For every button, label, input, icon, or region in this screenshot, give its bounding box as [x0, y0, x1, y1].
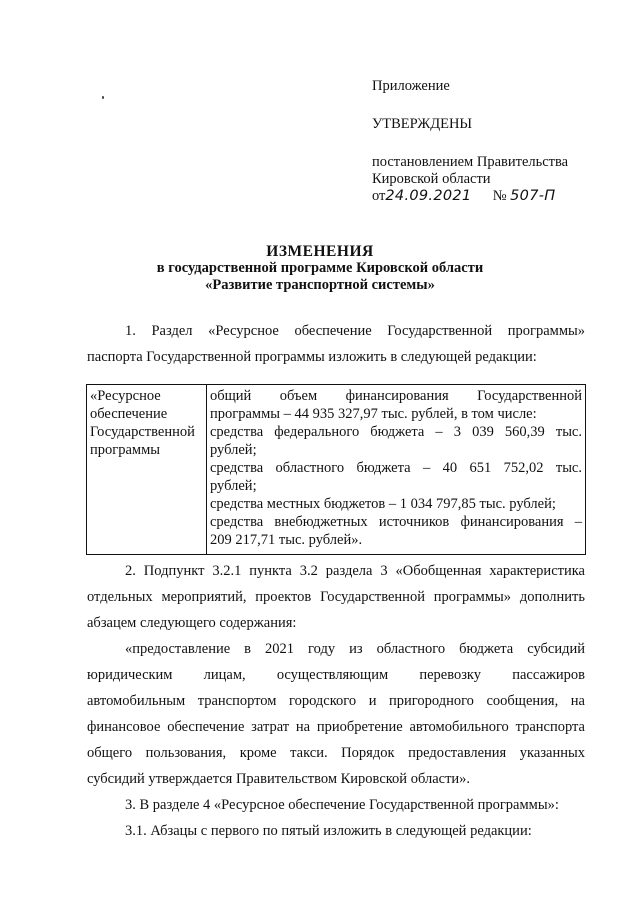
quote-line-6: субсидий утверждается Правительством Кировской области».: [87, 771, 471, 787]
quote-line-4: финансовое обеспечение затрат на приобретение автомобильного транспорта: [87, 719, 585, 735]
item-3-1-line-1: 3.1. Абзацы с первого по пятый изложить в следующей редакции:: [125, 823, 532, 839]
label-line-1: «Ресурсное: [90, 388, 161, 404]
value-line-7: средства местных бюджетов – 1 034 797,85 тыс. рублей;: [210, 496, 556, 512]
value-line-9: 209 217,71 тыс. рублей».: [210, 532, 363, 548]
value-line-2: программы – 44 935 327,97 тыс. рублей, в том числе:: [210, 406, 537, 422]
resolution-line-2: Кировской области: [372, 171, 491, 187]
table-row: [87, 385, 586, 555]
value-line-5: средства областного бюджета – 40 651 752,02 тыс.: [210, 460, 582, 476]
value-line-4: рублей;: [210, 442, 257, 458]
value-line-1: общий объем финансирования Государственной: [210, 388, 582, 404]
item-3-paragraph: [87, 792, 585, 818]
quote-line-5: общего пользования, кроме такси. Порядок предоставления указанных: [87, 745, 585, 761]
value-line-3: средства федерального бюджета – 3 039 560,39 тыс.: [210, 424, 582, 440]
approved-label: УТВЕРЖДЕНЫ: [372, 116, 473, 132]
number-prefix: №: [492, 188, 507, 204]
item-3-line-1: 3. В разделе 4 «Ресурсное обеспечение Государственной программы»:: [125, 797, 559, 813]
date-number-line: [372, 188, 612, 205]
appendix-label: Приложение: [372, 78, 450, 94]
item-3-1-paragraph: [87, 818, 585, 844]
approval-block: [372, 78, 612, 205]
quote-line-3: автомобильным транспортом городского и пригородного сообщения, на: [87, 693, 585, 709]
resource-table: [86, 384, 586, 555]
item-2-line-1: 2. Подпункт 3.2.1 пункта 3.2 раздела 3 «Обобщенная характеристика: [125, 563, 585, 579]
quote-line-1: «предоставление в 2021 году из областного бюджета субсидий: [125, 641, 585, 657]
item-1-paragraph: [87, 318, 585, 370]
item-1-line-1: 1. Раздел «Ресурсное обеспечение Государственной программы»: [125, 323, 585, 339]
label-line-2: обеспечение: [90, 406, 168, 422]
label-line-3: Государственной: [90, 424, 195, 440]
item-2-line-2: отдельных мероприятий, проектов Государственной программы» дополнить: [87, 589, 585, 605]
handwritten-date: 24.09.2021: [385, 188, 472, 204]
title-line-1: ИЗМЕНЕНИЯ: [266, 243, 374, 260]
date-prefix: от: [372, 188, 386, 204]
label-line-4: программы: [90, 442, 160, 458]
title-line-2: в государственной программе Кировской области: [156, 260, 484, 276]
resource-value-cell: [207, 385, 586, 555]
resource-label-cell: [87, 385, 207, 555]
item-1-line-2: паспорта Государственной программы изложить в следующей редакции:: [87, 349, 537, 365]
value-line-6: рублей;: [210, 478, 257, 494]
quote-paragraph: [87, 636, 585, 792]
scan-speck: [102, 96, 104, 99]
item-2-line-3: абзацем следующего содержания:: [87, 615, 297, 631]
handwritten-number: 507-П: [510, 188, 556, 204]
document-title: [100, 243, 540, 294]
resolution-line-1: постановлением Правительства: [372, 154, 569, 170]
value-line-8: средства внебюджетных источников финансирования –: [210, 514, 582, 530]
title-line-3: «Развитие транспортной системы»: [205, 277, 435, 293]
item-2-paragraph: [87, 558, 585, 636]
quote-line-2: юридическим лицам, осуществляющим перевозку пассажиров: [87, 667, 585, 683]
